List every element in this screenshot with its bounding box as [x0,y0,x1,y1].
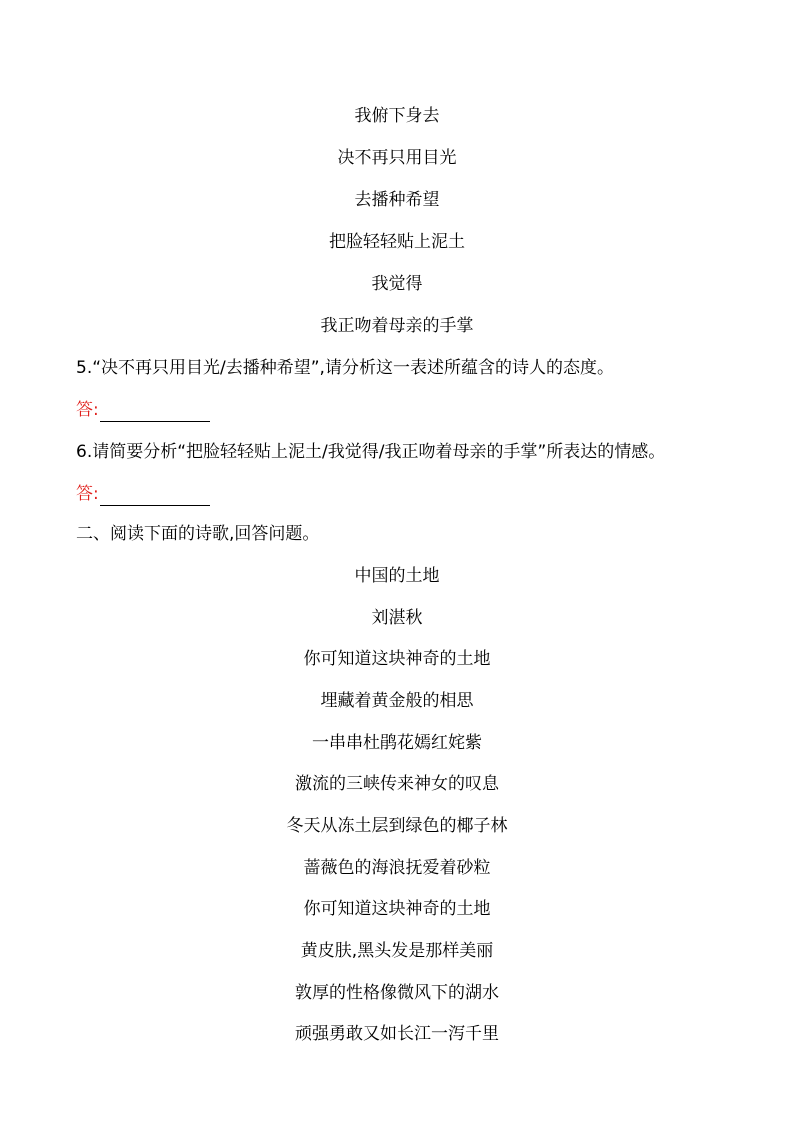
answer-5 [76,398,210,422]
poem-line: 把脸轻轻贴上泥土 [329,232,465,252]
poem-line: 激流的三峡传来神女的叹息 [295,774,499,794]
section-heading: 二、阅读下面的诗歌,回答问题。 [76,524,320,544]
answer-blank-line[interactable] [100,402,210,422]
question-6: 6.请简要分析“把脸轻轻贴上泥土/我觉得/我正吻着母亲的手掌”所表达的情感。 [76,442,666,462]
answer-6 [76,482,210,506]
poem-title: 中国的土地 [354,566,440,586]
poem-line: 你可知道这块神奇的土地 [303,649,491,669]
poem-line: 埋藏着黄金般的相思 [320,691,474,711]
poem-line: 你可知道这块神奇的土地 [303,899,491,919]
poem-line: 决不再只用目光 [337,148,457,168]
poem-line: 顽强勇敢又如长江一泻千里 [295,1024,499,1044]
poem-line: 黄皮肤,黑头发是那样美丽 [300,941,494,961]
poem-line: 一串串杜鹃花嫣红姹紫 [312,733,482,753]
poem-line: 蔷薇色的海浪抚爱着砂粒 [303,858,491,878]
answer-label: 答: [76,484,99,504]
poem-line: 我俯下身去 [354,106,440,126]
answer-label: 答: [76,400,99,420]
poem-line: 敦厚的性格像微风下的湖水 [295,983,499,1003]
question-5: 5.“决不再只用目光/去播种希望”,请分析这一表述所蕴含的诗人的态度。 [76,358,614,378]
poem-line: 去播种希望 [354,190,440,210]
poem-author: 刘湛秋 [371,608,423,628]
poem-line: 我觉得 [371,274,423,294]
poem-line: 冬天从冻土层到绿色的椰子林 [286,816,508,836]
poem-line: 我正吻着母亲的手掌 [320,316,474,336]
answer-blank-line[interactable] [100,486,210,506]
